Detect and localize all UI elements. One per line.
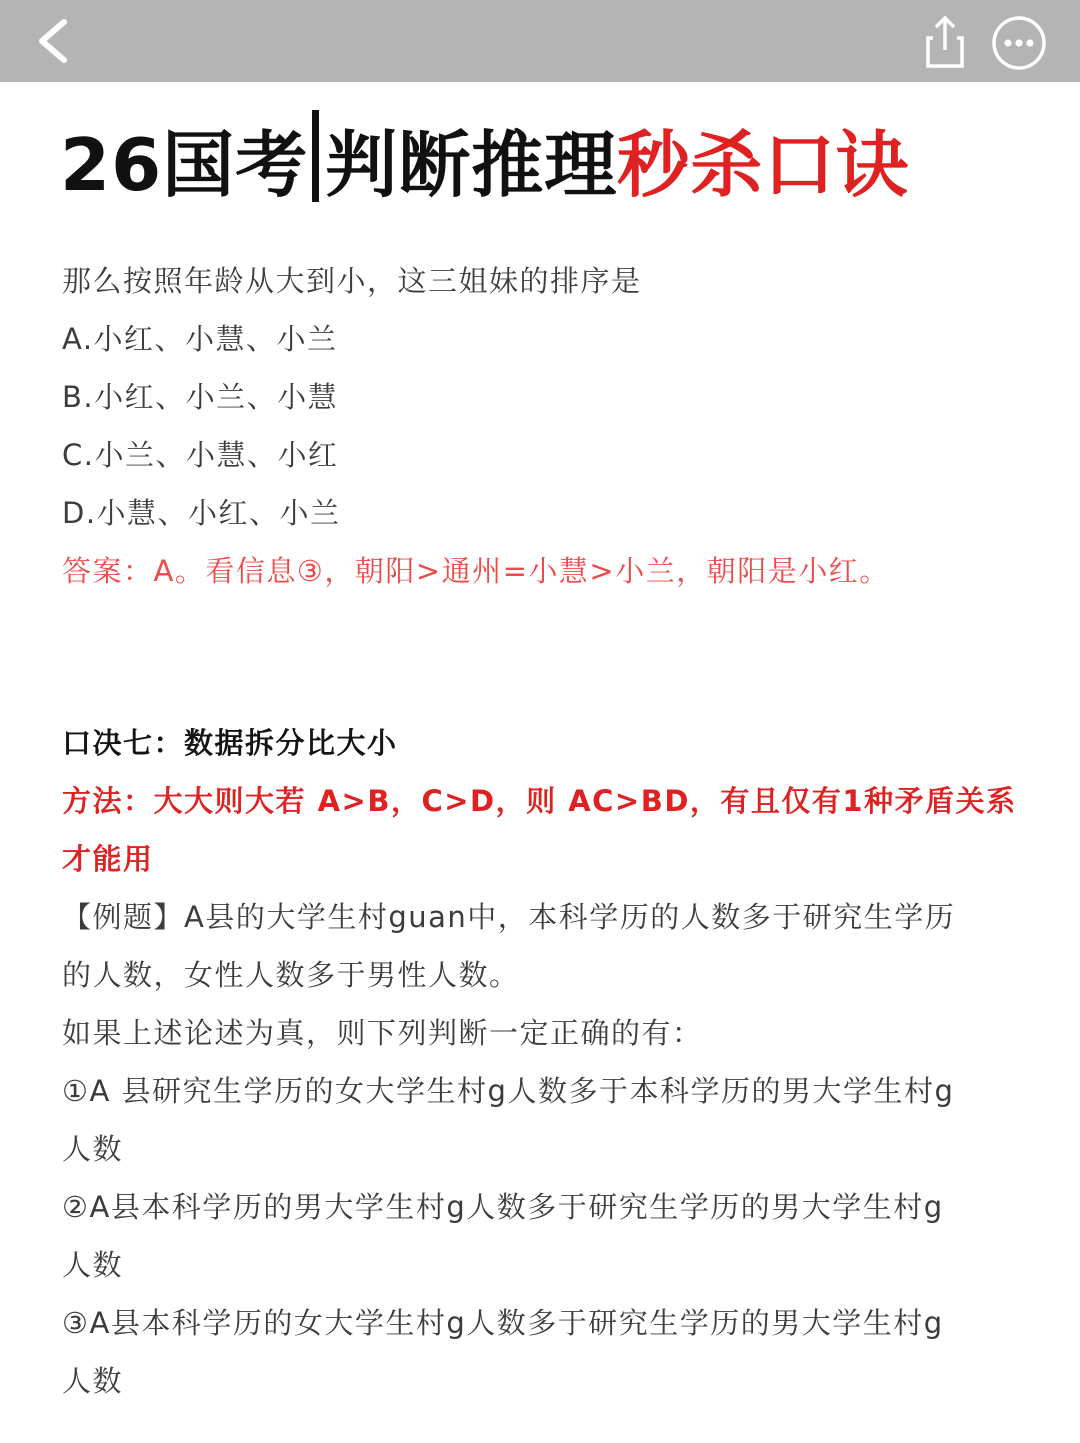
page-title (60, 110, 1060, 220)
back-button[interactable] (24, 10, 84, 72)
example-line: ③A县本科学历的女大学生村g人数多于研究生学历的男大学生村g (62, 1306, 944, 1340)
title-black-text: 26国考 (60, 123, 309, 207)
example-line: 如果上述论述为真，则下列判断一定正确的有： (62, 1016, 703, 1050)
example-line: 的人数，女性人数多于男性人数。 (62, 958, 520, 992)
top-nav-bar (0, 0, 1080, 82)
example-line: ②A县本科学历的男大学生村g人数多于研究生学历的男大学生村g (62, 1190, 944, 1224)
more-icon (990, 14, 1048, 72)
method-line-1: 方法：大大则大若 A>B，C>D，则 AC>BD，有且仅有1种矛盾关系 (62, 784, 1017, 818)
answer-text: 答案：A。看信息③，朝阳>通州=小慧>小兰，朝阳是小红。 (62, 554, 890, 588)
title-divider (312, 110, 319, 202)
section-heading: 口决七：数据拆分比大小 (62, 726, 398, 760)
example-line: 【例题】A县的大学生村guan中，本科学历的人数多于研究生学历 (62, 900, 956, 934)
share-button[interactable] (914, 10, 974, 72)
title-black-text-2: 判断推理 (325, 123, 618, 207)
example-line: 人数 (62, 1248, 124, 1282)
question-prompt: 那么按照年龄从大到小，这三姐妹的排序是 (62, 264, 642, 298)
option-a: A.小红、小慧、小兰 (62, 322, 338, 356)
title-red-text: 秒杀口诀 (617, 123, 910, 207)
option-c: C.小兰、小慧、小红 (62, 438, 339, 472)
method-line-2: 才能用 (62, 842, 154, 876)
chevron-left-icon (24, 10, 84, 72)
section-7 (62, 714, 1032, 1410)
question-block (62, 252, 1032, 600)
more-button[interactable] (990, 14, 1048, 72)
example-line: 人数 (62, 1364, 124, 1398)
share-icon (914, 10, 974, 72)
example-line: 人数 (62, 1132, 124, 1166)
example-line: ①A 县研究生学历的女大学生村g人数多于本科学历的男大学生村g (62, 1074, 955, 1108)
option-d: D.小慧、小红、小兰 (62, 496, 341, 530)
option-b: B.小红、小兰、小慧 (62, 380, 339, 414)
